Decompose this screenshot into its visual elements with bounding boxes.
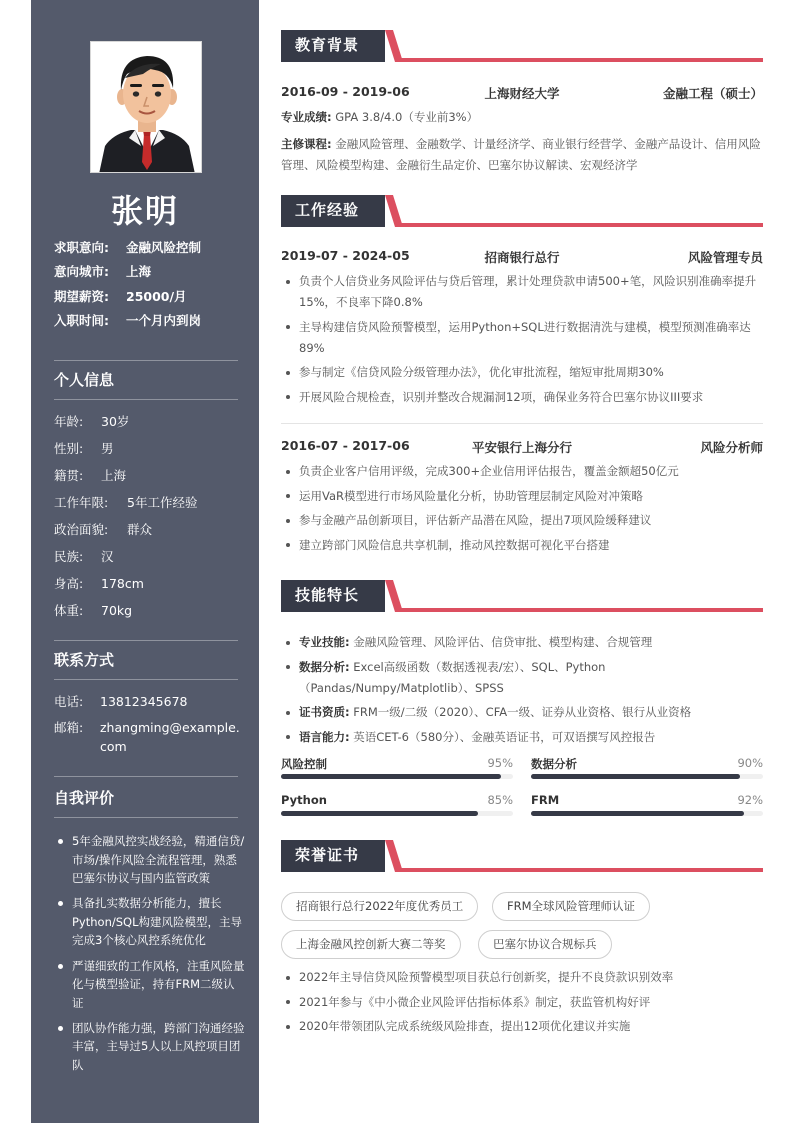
job-bullet: 主导构建信贷风险预警模型，运用Python+SQL进行数据清洗与建模，模型预测准确率达89%: [281, 317, 763, 359]
skill-bar-name: 数据分析: [531, 757, 577, 771]
header-rule: [397, 223, 763, 227]
skill-bar-percent: 85%: [487, 793, 513, 807]
job-role: 风险分析师: [700, 440, 764, 455]
skill-value: 金融风险管理、风险评估、信贷审批、模型构建、合规管理: [353, 635, 653, 649]
skill-label: 专业技能:: [299, 635, 350, 649]
self-eval-item: 5年金融风控实战经验，精通信贷/市场/操作风险全流程管理，熟悉巴塞尔协议与国内监管政策: [54, 832, 246, 888]
skill-value: FRM一级/二级（2020）、CFA一级、证券从业资格、银行从业资格: [353, 705, 692, 719]
personal-row-gender: [54, 439, 114, 457]
info-label: 政治面貌:: [54, 522, 109, 537]
section-title: 教育背景: [281, 30, 385, 62]
phone-value: 13812345678: [100, 694, 188, 709]
info-label: 年龄:: [54, 414, 84, 429]
intent-value: 一个月内到岗: [126, 313, 202, 329]
job-period: 2019-07 - 2024-05: [281, 248, 410, 263]
skill-value: 英语CET-6（580分）、金融英语证书，可双语撰写风控报告: [353, 729, 656, 744]
skill-bar-fill: [531, 811, 744, 816]
skill-bar: [531, 793, 763, 833]
skill-label: 数据分析:: [299, 659, 350, 674]
skills-header: [281, 580, 763, 612]
main-content: [281, 0, 763, 1123]
sidebar-divider: [54, 640, 238, 641]
personal-row-weight: [54, 601, 132, 619]
skill-bar-track: [531, 811, 763, 816]
job-company: 平安银行上海分行: [472, 440, 573, 455]
intent-value: 25000/月: [126, 288, 187, 304]
courses-value: 金融风险管理、金融数学、计量经济学、商业银行经营学、金融产品设计、信用风险管理、风险模型构建、金融衍生品定价、巴塞尔协议解读、宏观经济学: [281, 137, 761, 172]
job-bullet: 参与制定《信贷风险分级管理办法》，优化审批流程，缩短审批周期30%: [281, 362, 763, 383]
info-label: 民族:: [54, 549, 84, 564]
avatar-illustration: [91, 42, 202, 173]
personal-row-political: [54, 520, 152, 538]
skill-value: Excel高级函数（数据透视表/宏）、SQL、Python（Pandas/Numpy/Matplotlib）、SPSS: [299, 659, 606, 695]
info-value: 5年工作经验: [127, 495, 198, 510]
job-bullet: 负责个人信贷业务风险评估与贷后管理，累计处理贷款申请500+笔，风险识别准确率提升15%，不良率下降0.8%: [281, 271, 763, 313]
honor-tag: 上海金融风控创新大赛二等奖: [281, 930, 461, 959]
skill-bar-name: FRM: [531, 793, 560, 807]
info-value: 上海: [101, 468, 127, 483]
job-company: 招商银行总行: [484, 250, 560, 265]
skill-label: 证书资质:: [299, 705, 350, 719]
header-rule: [397, 608, 763, 612]
header-slash-icon: [281, 30, 403, 62]
candidate-name: 张明: [110, 192, 179, 230]
header-slash-icon: [281, 840, 403, 872]
intent-label: 求职意向:: [54, 240, 109, 255]
header-slash-icon: [281, 580, 403, 612]
sidebar-divider: [54, 776, 238, 777]
edu-degree: 金融工程（硕士）: [663, 86, 764, 101]
skill-bar: [281, 756, 513, 796]
skill-bar-name: 风险控制: [281, 757, 327, 771]
personal-row-ethnicity: [54, 547, 114, 565]
intent-row: [54, 238, 254, 262]
skill-bar-track: [281, 811, 513, 816]
job-bullet: 负责企业客户信用评级，完成300+企业信用评估报告，覆盖金额超50亿元: [281, 461, 763, 482]
intent-row: [54, 262, 254, 286]
personal-info-title: 个人信息: [54, 371, 115, 389]
email-label: 邮箱:: [54, 720, 84, 735]
self-eval-item: 团队协作能力强，跨部门沟通经验丰富，主导过5人以上风控项目团队: [54, 1019, 246, 1075]
email-value: zhangming@example.com: [100, 720, 240, 754]
contact-title: 联系方式: [54, 651, 115, 669]
header-slash-icon: [281, 195, 403, 227]
header-rule: [397, 58, 763, 62]
skill-bar-percent: 90%: [737, 756, 763, 770]
info-label: 身高:: [54, 576, 84, 591]
section-title: 工作经验: [281, 195, 385, 227]
skill-bar-track: [281, 774, 513, 779]
intent-label: 意向城市:: [54, 264, 109, 280]
intent-label: 入职时间:: [54, 313, 109, 329]
honor-tag: FRM全球风险管理师认证: [492, 892, 650, 921]
job-bullets: [281, 271, 763, 411]
edu-period: 2016-09 - 2019-06: [281, 84, 410, 99]
skill-bar: [281, 793, 513, 833]
sidebar-divider: [54, 399, 238, 400]
gpa-label: 专业成绩:: [281, 110, 332, 124]
sidebar-divider: [54, 679, 238, 680]
job-row: [281, 248, 763, 266]
sidebar: [31, 0, 259, 1123]
honor-item: 2022年主导信贷风险预警模型项目获总行创新奖，提升不良贷款识别效率: [281, 967, 763, 988]
skill-item: [281, 727, 763, 748]
section-title: 荣誉证书: [281, 840, 385, 872]
personal-row-height: [54, 574, 144, 592]
personal-row-age: [54, 412, 129, 430]
honors-list: [281, 967, 763, 1041]
skill-bar: [531, 756, 763, 796]
self-eval-list: [54, 832, 246, 1081]
info-value: 汉: [101, 549, 114, 564]
gpa-value: GPA 3.8/4.0（专业前3%）: [335, 110, 479, 124]
job-divider: [281, 423, 763, 424]
intent-row: [54, 287, 254, 311]
honor-item: 2021年参与《中小微企业风险评估指标体系》制定，获监管机构好评: [281, 992, 763, 1013]
self-eval-title: 自我评价: [54, 789, 115, 807]
info-value: 30岁: [101, 414, 130, 429]
info-label: 工作年限:: [54, 495, 109, 510]
job-row: [281, 438, 763, 456]
info-value: 70kg: [101, 603, 133, 618]
skill-label: 语言能力:: [299, 729, 350, 744]
skill-item: [281, 657, 763, 699]
self-eval-item: 严谨细致的工作风格，注重风险量化与模型验证，持有FRM二级认证: [54, 957, 246, 1013]
info-label: 体重:: [54, 603, 84, 618]
avatar-photo: [90, 41, 202, 173]
edu-school: 上海财经大学: [484, 86, 560, 101]
personal-row-hometown: [54, 466, 126, 484]
work-header: [281, 195, 763, 227]
section-title: 技能特长: [281, 580, 385, 612]
contact-phone-row: [54, 692, 254, 711]
sidebar-divider: [54, 360, 238, 361]
header-rule: [397, 868, 763, 872]
info-value: 男: [101, 441, 114, 456]
skill-bar-fill: [281, 811, 478, 816]
education-header: [281, 30, 763, 62]
info-label: 性别:: [54, 441, 84, 456]
honor-tag: 巴塞尔协议合规标兵: [478, 930, 612, 959]
education-row: [281, 84, 763, 102]
intent-label: 期望薪资:: [54, 288, 109, 304]
skill-bar-fill: [531, 774, 740, 779]
intent-value: 上海: [126, 264, 152, 280]
skill-item: [281, 632, 763, 653]
info-label: 籍贯:: [54, 468, 84, 483]
job-bullet: 参与金融产品创新项目，评估新产品潜在风险，提出7项风险缓释建议: [281, 510, 763, 531]
job-intent-block: [54, 238, 254, 336]
contact-email-row: [54, 718, 254, 756]
skill-item: [281, 702, 763, 723]
job-bullet: 运用VaR模型进行市场风险量化分析，协助管理层制定风险对冲策略: [281, 486, 763, 507]
info-value: 群众: [127, 522, 153, 537]
skill-bar-name: Python: [281, 793, 327, 807]
edu-courses: [281, 134, 763, 176]
job-bullet: 建立跨部门风险信息共享机制，推动风控数据可视化平台搭建: [281, 535, 763, 556]
honor-tag: 招商银行总行2022年度优秀员工: [281, 892, 478, 921]
sidebar-divider: [54, 817, 238, 818]
edu-gpa: [281, 107, 763, 128]
job-bullets: [281, 461, 763, 559]
self-eval-item: 具备扎实数据分析能力，擅长Python/SQL构建风险模型，主导完成3个核心风控系统优化: [54, 894, 246, 950]
honor-item: 2020年带领团队完成系统级风险排查，提出12项优化建议并实施: [281, 1016, 763, 1037]
info-value: 178cm: [101, 576, 144, 591]
courses-label: 主修课程:: [281, 137, 332, 151]
personal-row-experience: [54, 493, 197, 511]
intent-row: [54, 311, 254, 335]
skill-bar-percent: 95%: [487, 756, 513, 770]
job-period: 2016-07 - 2017-06: [281, 438, 410, 453]
skill-bar-fill: [281, 774, 501, 779]
intent-value: 金融风险控制: [126, 240, 202, 255]
honors-header: [281, 840, 763, 872]
skill-bar-percent: 92%: [737, 793, 763, 807]
phone-label: 电话:: [54, 694, 84, 709]
job-role: 风险管理专员: [688, 250, 764, 265]
skill-bar-track: [531, 774, 763, 779]
job-bullet: 开展风险合规检查，识别并整改合规漏洞12项，确保业务符合巴塞尔协议III要求: [281, 387, 763, 408]
skills-list: [281, 632, 763, 751]
